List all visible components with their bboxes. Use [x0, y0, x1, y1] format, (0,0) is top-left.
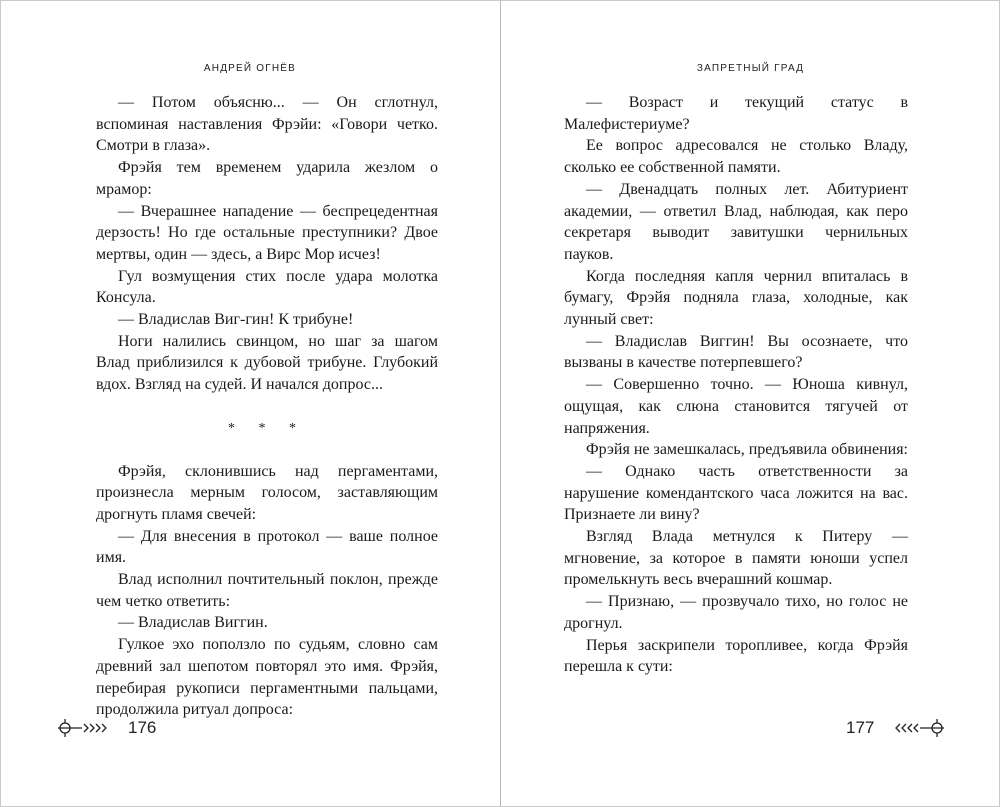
- paragraph: Фрэйя, склонившись над пергаментами, произнесла мерным голосом, заставляющим дрогнуть пламя свечей:: [96, 462, 438, 523]
- paragraph: — Владислав Виггин.: [118, 614, 268, 632]
- running-head-title: ЗАПРЕТНЫЙ ГРАД: [696, 63, 805, 74]
- paragraph: Взгляд Влада метнулся к Питеру — мгновение, за которое в памяти юноши успел промелькнуть весь вчерашний кошмар.: [564, 528, 908, 589]
- paragraph: Ноги налились свинцом, но шаг за шагом Влад приблизился к дубовой трибуне. Глубокий вдох. Взгляд на судей. И начался допрос...: [96, 332, 438, 394]
- paragraph: Когда последняя капля чернил впиталась в бумагу, Фрэйя подняла глаза, холодные, как лунный свет:: [564, 267, 908, 329]
- page-number: 176: [128, 718, 157, 737]
- paragraph: Фрэйя не замешкалась, предъявила обвинения:: [586, 441, 908, 459]
- paragraph: — Для внесения в протокол — ваше полное имя.: [96, 527, 438, 567]
- paragraph: Фрэйя тем временем ударила жезлом о мрамор:: [96, 159, 438, 198]
- paragraph: — Возраст и текущий статус в Малефистериуме?: [564, 94, 908, 133]
- paragraph: — Однако часть ответственности за нарушение комендантского часа ложится на вас. Признаете ли вину?: [564, 462, 908, 524]
- scene-break: * * *: [228, 420, 306, 436]
- paragraph: — Владислав Виггин! Вы осознаете, что вызваны в качестве потерпевшего?: [564, 332, 908, 372]
- paragraph: — Потом объясню... — Он сглотнул, вспоминая наставления Фрэйи: «Говори четко. Смотри в глаза».: [96, 94, 438, 155]
- paragraph: Влад исполнил почтительный поклон, прежде чем четко ответить:: [96, 571, 438, 610]
- paragraph: Гул возмущения стих после удара молотка Консула.: [96, 267, 438, 307]
- paragraph: — Вчерашнее нападение — беспрецедентная дерзость! Но где остальные преступники? Двое мертвы, один — здесь, а Вирс Мор исчез!: [96, 202, 438, 263]
- paragraph: — Владислав Виг-гин! К трибуне!: [118, 311, 354, 329]
- page-number: 177: [846, 718, 875, 737]
- paragraph: — Признаю, — прозвучало тихо, но голос не дрогнул.: [564, 593, 908, 632]
- paragraph: — Двенадцать полных лет. Абитуриент академии, — ответил Влад, наблюдая, как перо секретаря выводит завитушки чернильных пауков.: [564, 180, 908, 263]
- paragraph: — Совершенно точно. — Юноша кивнул, ощущая, как слюна становится тягучей от напряжения.: [564, 376, 908, 437]
- paragraph: Ее вопрос адресовался не столько Владу, сколько ее собственной памяти.: [564, 137, 908, 177]
- running-head-author: АНДРЕЙ ОГНЁВ: [203, 63, 297, 74]
- paragraph: Гулкое эхо поползло по судьям, словно сам древний зал шепотом повторял это имя. Фрэйя, перебирая рукописи пергаментными пальцами, продолжила ритуал допроса:: [96, 636, 438, 719]
- paragraph: Перья заскрипели торопливее, когда Фрэйя перешла к сути:: [564, 636, 908, 676]
